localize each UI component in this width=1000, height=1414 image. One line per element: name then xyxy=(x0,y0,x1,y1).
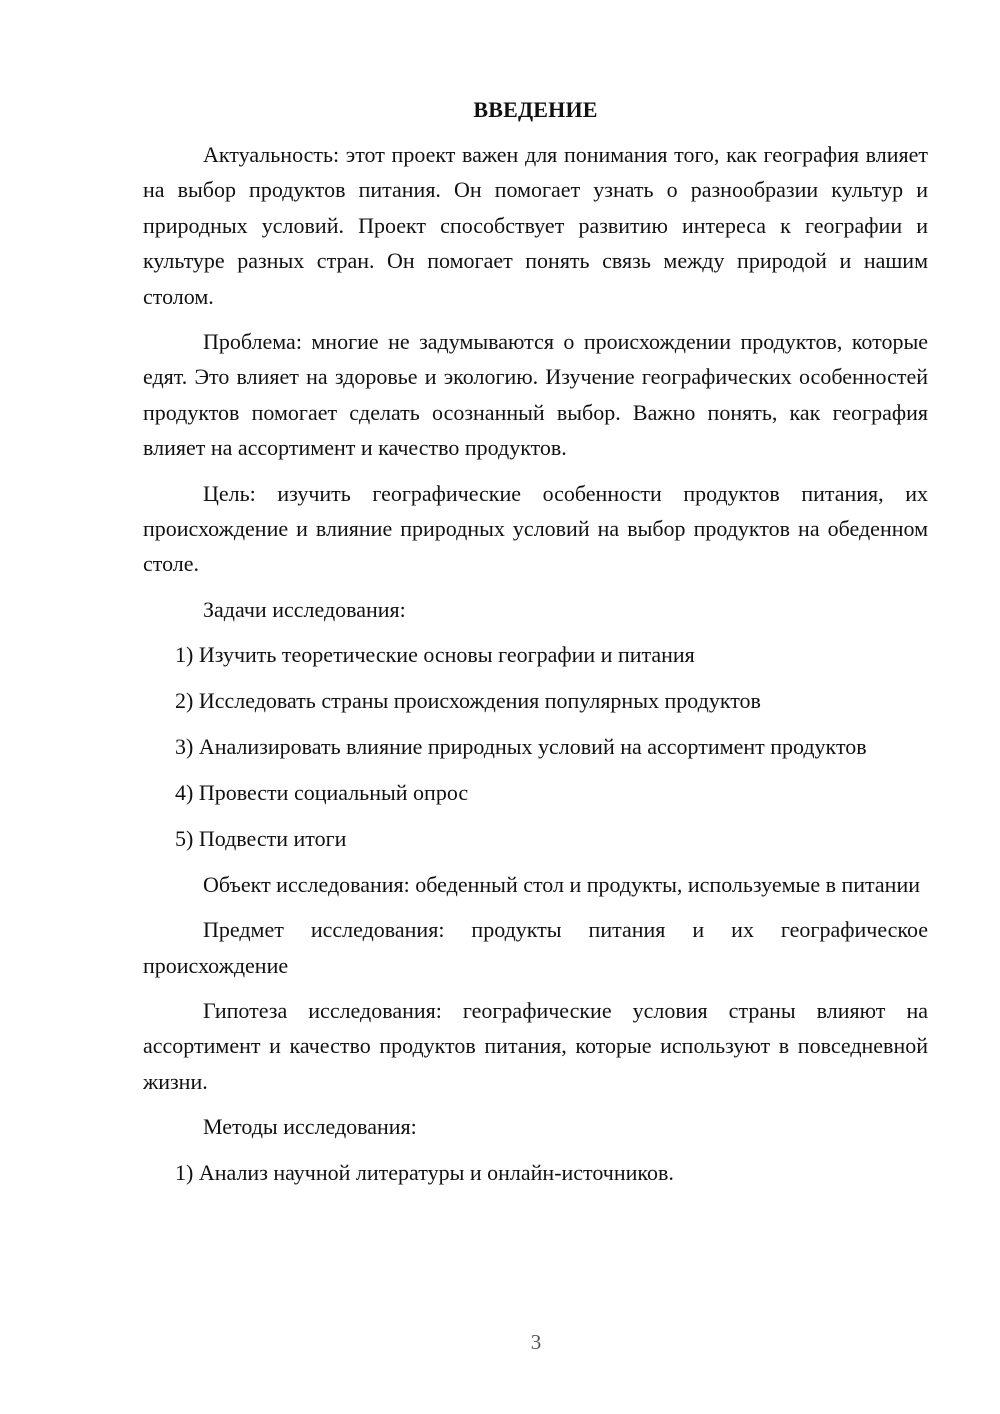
paragraph-object: Объект исследования: обеденный стол и продукты, используемые в питании xyxy=(203,871,920,897)
paragraph-goal: Цель: изучить географические особенности продуктов питания, их происхождение и влияние природных условий на выбор продуктов на обеденном столе. xyxy=(143,480,928,577)
task-item-1: 1) Изучить теоретические основы географии и питания xyxy=(175,642,695,668)
tasks-heading: Задачи исследования: xyxy=(203,596,406,622)
task-item-4: 4) Провести социальный опрос xyxy=(175,780,469,805)
paragraph-problem: Проблема: многие не задумываются о происхождении продуктов, которые едят. Это влияет на здоровье и экологию. Изучение географических особенностей продуктов помогает сделать осознанный выбор. Важно понять, как география влияет на ассортимент и качество продуктов. xyxy=(143,329,928,461)
page-number: 3 xyxy=(530,1330,542,1354)
document-page xyxy=(143,92,928,1201)
task-item-2: 2) Исследовать страны происхождения популярных продуктов xyxy=(175,688,761,714)
paragraph-relevance: Актуальность: этот проект важен для понимания того, как география влияет на выбор продуктов питания. Он помогает узнать о разнообразии культур и природных условий. Проект способствует развитию интереса к географии и культуре разных стран. Он помогает понять связь между природой и нашим столом. xyxy=(143,142,928,309)
paragraph-hypothesis: Гипотеза исследования: географические условия страны влияют на ассортимент и качество продуктов питания, которые используют в повседневной жизни. xyxy=(143,998,928,1094)
task-item-5: 5) Подвести итоги xyxy=(175,825,347,851)
paragraph-subject: Предмет исследования: продукты питания и их географическое происхождение xyxy=(143,917,928,978)
section-title: ВВЕДЕНИЕ xyxy=(473,97,598,122)
methods-heading: Методы исследования: xyxy=(203,1114,417,1140)
task-item-3: 3) Анализировать влияние природных условий на ассортимент продуктов xyxy=(175,734,867,760)
method-item-1: 1) Анализ научной литературы и онлайн-источников. xyxy=(175,1159,674,1185)
